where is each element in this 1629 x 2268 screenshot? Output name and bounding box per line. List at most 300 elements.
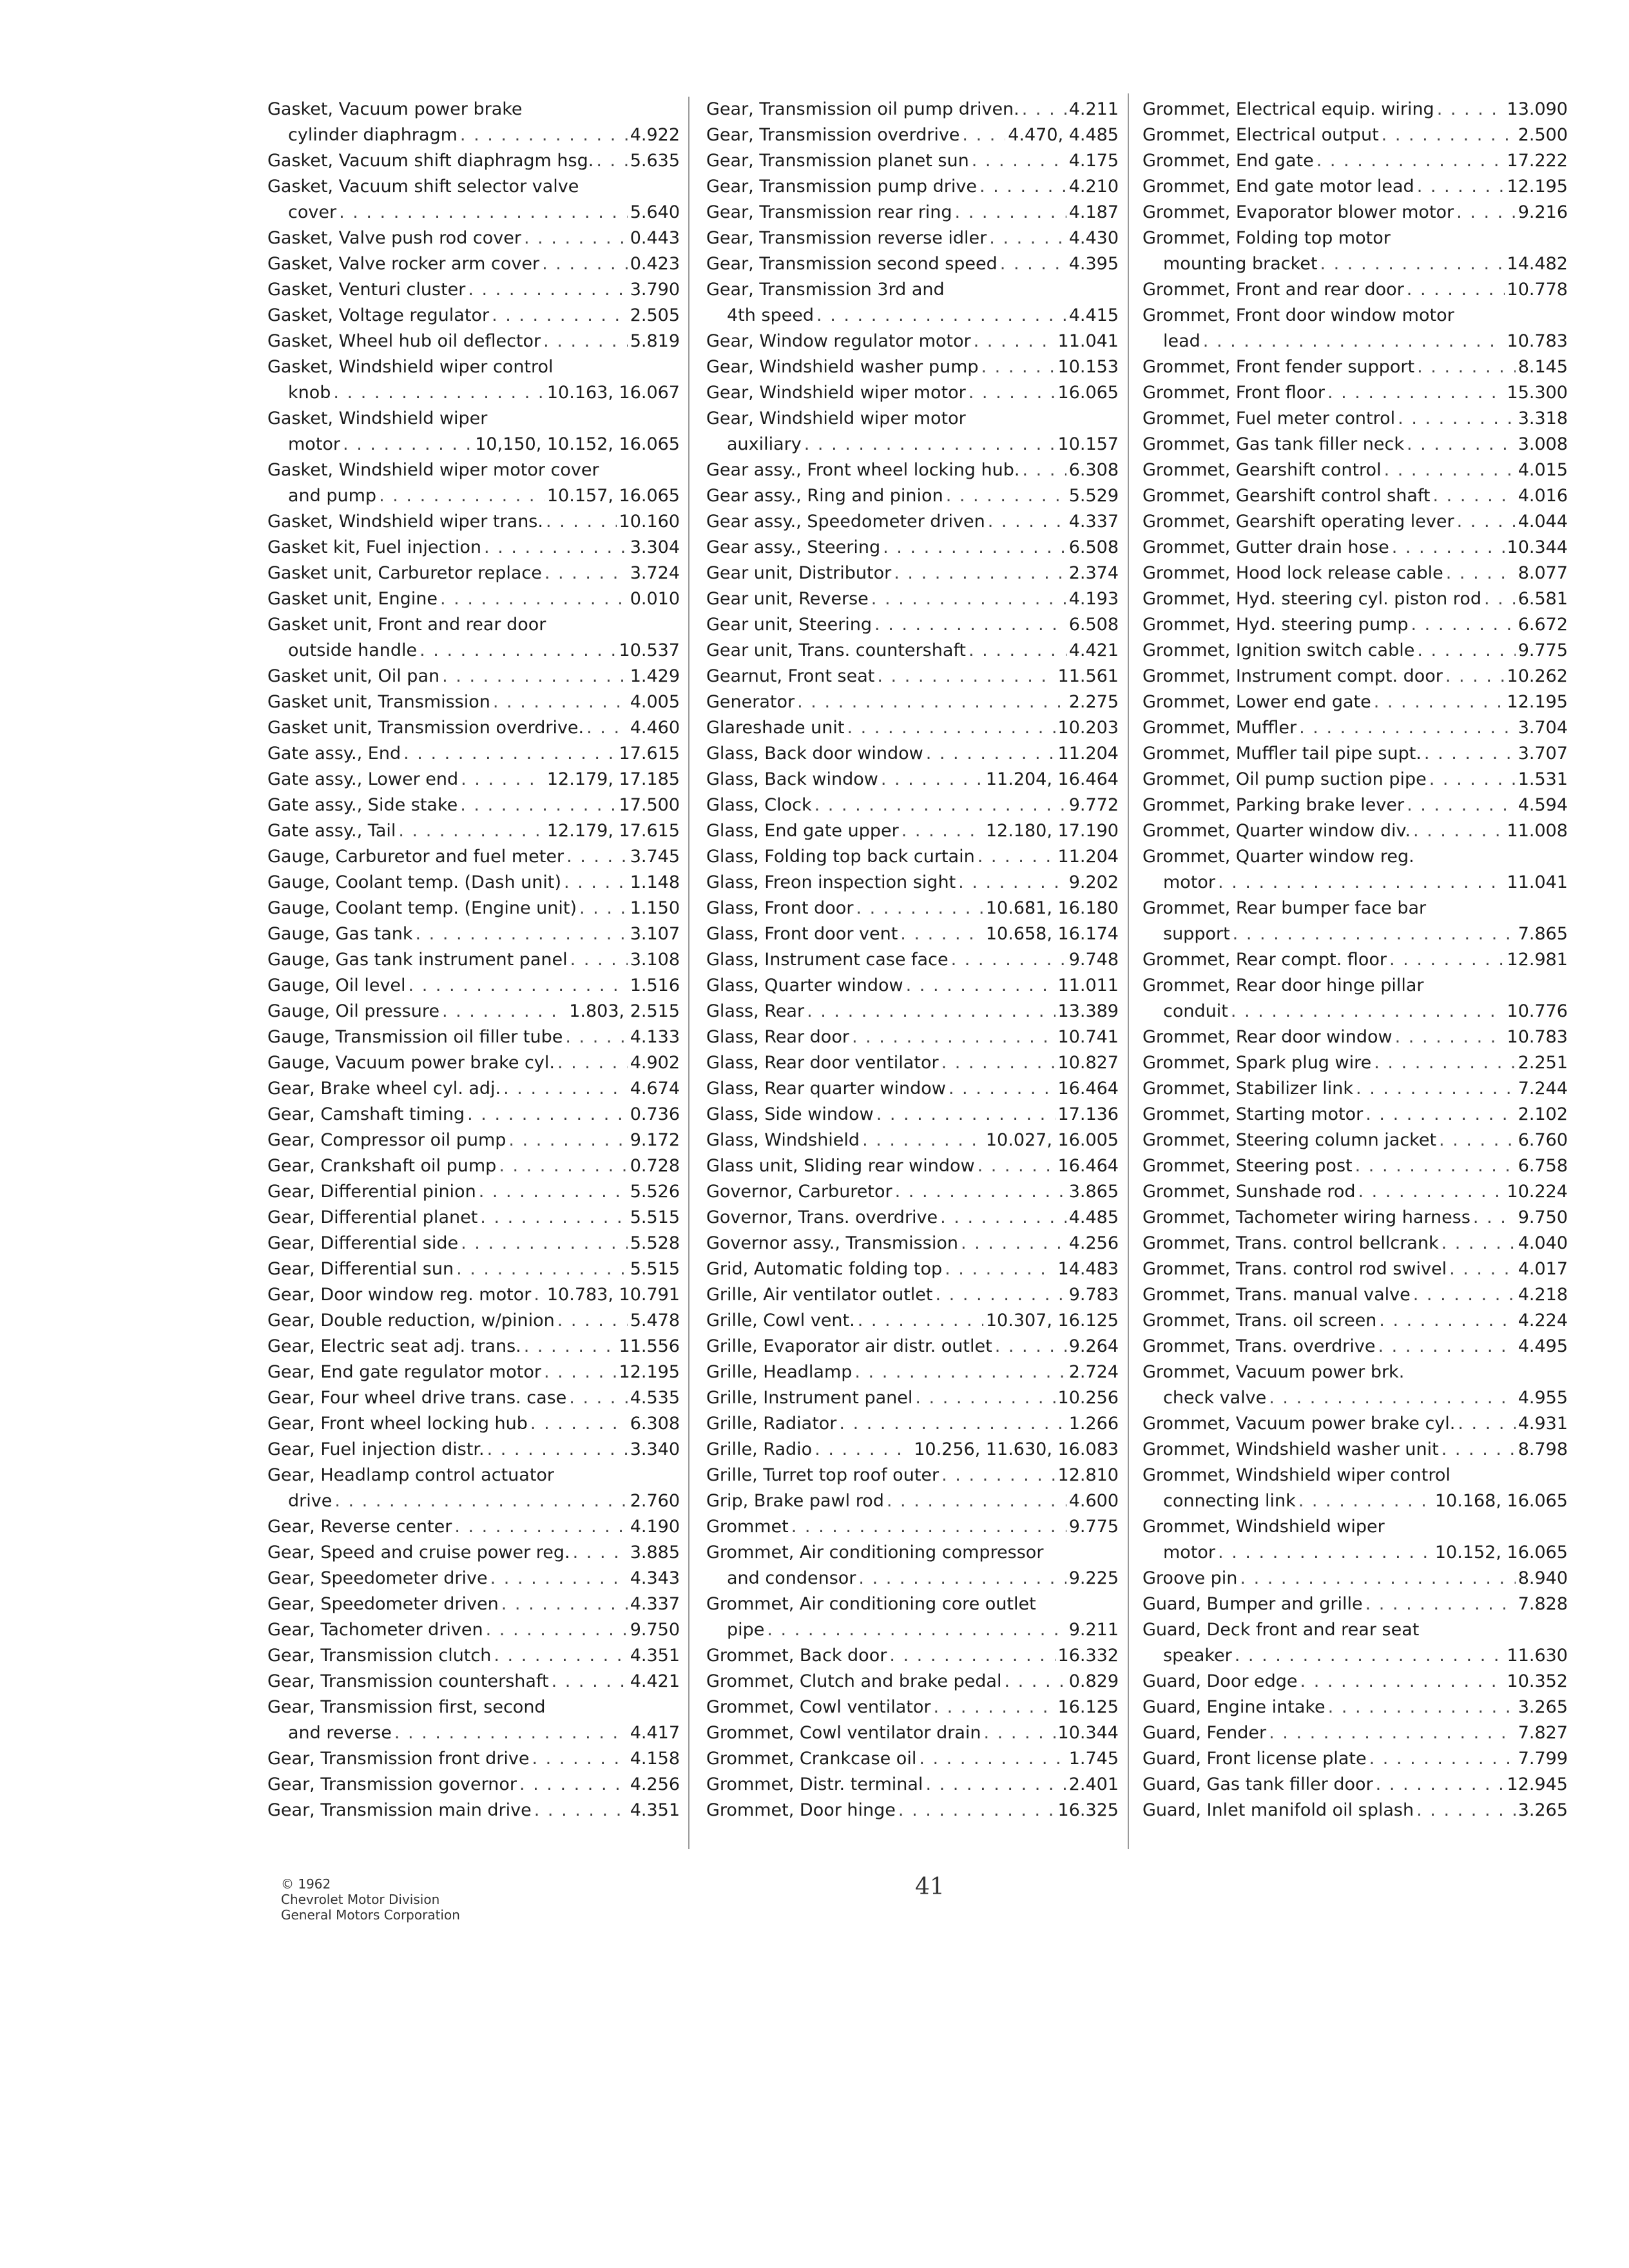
dot-leader: [915, 1385, 1055, 1411]
index-entry-line: [1142, 1463, 1568, 1488]
index-entry: [706, 1308, 1119, 1334]
index-entry: [267, 1695, 680, 1746]
index-entry-label: Gear, Transmission main drive: [267, 1800, 532, 1820]
dot-leader: [566, 844, 628, 870]
index-entry-continuation-text: connecting link: [1163, 1491, 1296, 1511]
index-entry-line: [1142, 689, 1568, 715]
dot-leader: [1000, 251, 1066, 277]
dot-leader: [887, 1488, 1066, 1514]
index-entry-label: Gauge, Gas tank instrument panel: [267, 950, 568, 970]
index-entry-reference: 11.630: [1507, 1646, 1568, 1666]
index-entry: [706, 1772, 1119, 1798]
index-entry-continuation-text: support: [1163, 924, 1230, 944]
dot-leader: [508, 1128, 627, 1153]
index-entry-reference: 4.224: [1518, 1311, 1568, 1331]
index-entry-reference: 4.922: [630, 125, 680, 145]
index-entry-line: [1142, 1360, 1568, 1385]
index-entry: [1142, 689, 1568, 715]
index-entry-line: [706, 844, 1119, 870]
dot-leader: [969, 638, 1066, 664]
index-entry: [267, 1050, 680, 1076]
index-entry-line: [267, 457, 680, 483]
dot-leader: [499, 1153, 627, 1179]
index-entry: [706, 844, 1119, 870]
index-entry-continuation: [706, 1566, 1119, 1591]
index-entry-line: [706, 947, 1119, 973]
index-entry-label: Grommet, Air conditioning core outlet: [706, 1594, 1036, 1614]
index-entry-label: Grommet, Trans. manual valve: [1142, 1285, 1411, 1305]
index-entry-line: [267, 1798, 680, 1823]
index-entry-label: Grommet, Clutch and brake pedal: [706, 1671, 1002, 1691]
index-entry-reference: 17.222: [1507, 151, 1568, 171]
index-entry-line: [706, 1360, 1119, 1385]
index-entry: [706, 1153, 1119, 1179]
index-entry-label: Glass, Rear: [706, 1001, 805, 1021]
dot-leader: [1429, 767, 1516, 793]
index-entry: [706, 1488, 1119, 1514]
index-entry-label: Grommet, Hyd. steering cyl. piston rod: [1142, 589, 1481, 609]
index-entry-reference: 3.107: [630, 924, 680, 944]
dot-leader: [946, 483, 1066, 509]
index-entry: [706, 1050, 1119, 1076]
index-entry-line: [1142, 767, 1568, 793]
index-entry-reference: 14.482: [1507, 254, 1568, 274]
index-entry-reference: 10.352: [1507, 1671, 1568, 1691]
index-entry-line: [706, 1334, 1119, 1360]
index-entry-line: [267, 1514, 680, 1540]
index-entry: [706, 1540, 1119, 1591]
index-entry-label: Gear assy., Front wheel locking hub.: [706, 460, 1020, 480]
index-entry-label: Gear unit, Distributor: [706, 563, 892, 583]
index-entry-line: [706, 406, 1119, 432]
index-entry: [267, 1437, 680, 1463]
dot-leader: [586, 715, 628, 741]
index-entry-label: Gear, Fuel injection distr.: [267, 1439, 485, 1459]
dot-leader: [1203, 329, 1505, 354]
index-entry-line: [267, 1591, 680, 1617]
index-entry: [267, 1360, 680, 1385]
index-entry-label: Gasket, Venturi cluster: [267, 280, 466, 300]
dot-leader: [1413, 1282, 1516, 1308]
index-entry-line: [706, 1308, 1119, 1334]
index-entry-line: [706, 1463, 1119, 1488]
index-entry-line: [706, 1669, 1119, 1695]
index-entry-label: Glass, Back door window: [706, 744, 923, 764]
index-entry-line: [706, 1050, 1119, 1076]
index-entry-continuation-text: motor: [1163, 872, 1216, 892]
index-entry-line: [267, 999, 680, 1024]
index-entry: [706, 973, 1119, 999]
dot-leader: [791, 1514, 1066, 1540]
index-entry-continuation: [1142, 870, 1568, 896]
index-entry: [1142, 612, 1568, 638]
index-entry-label: Gear, Headlamp control actuator: [267, 1465, 555, 1485]
index-entry-label: Governor, Trans. overdrive: [706, 1207, 938, 1227]
index-entry-reference: 4.600: [1068, 1491, 1119, 1511]
index-entry-label: Gasket, Valve push rod cover: [267, 228, 521, 248]
dot-leader: [815, 1437, 911, 1463]
index-entry: [706, 1695, 1119, 1720]
index-entry-label: Glareshade unit: [706, 718, 845, 738]
index-entry: [706, 148, 1119, 174]
dot-leader: [440, 586, 628, 612]
index-entry-line: [706, 741, 1119, 767]
index-entry-label: Grommet, Sunshade rod: [1142, 1182, 1356, 1202]
index-entry: [1142, 406, 1568, 432]
index-entry: [706, 896, 1119, 921]
index-entry-line: [706, 1591, 1119, 1617]
dot-leader: [334, 1488, 627, 1514]
index-entry-line: [706, 715, 1119, 741]
dot-leader: [1398, 406, 1516, 432]
index-entry-label: Grommet, Cowl ventilator: [706, 1697, 931, 1717]
index-entry: [267, 1669, 680, 1695]
index-entry-line: [1142, 1772, 1568, 1798]
index-entry-line: [267, 97, 680, 122]
index-entry-reference: 4.955: [1518, 1388, 1568, 1408]
index-entry-label: Grommet, Front door window motor: [1142, 305, 1454, 325]
index-entry-continuation-text: cover: [288, 202, 337, 222]
index-entry-reference: 1.148: [630, 872, 680, 892]
index-entry-reference: 4.470, 4.485: [1008, 125, 1119, 145]
dot-leader: [333, 380, 544, 406]
index-entry-label: Gauge, Vacuum power brake cyl.: [267, 1053, 555, 1073]
index-entry-continuation-text: speaker: [1163, 1646, 1232, 1666]
index-entry: [706, 1231, 1119, 1256]
index-entry-line: [706, 1540, 1119, 1566]
index-entry-line: [706, 1256, 1119, 1282]
index-entry: [706, 612, 1119, 638]
dot-leader: [460, 122, 628, 148]
index-entry-label: Gear, Front wheel locking hub: [267, 1414, 528, 1434]
index-entry-line: [267, 1102, 680, 1128]
index-entry-line: [706, 148, 1119, 174]
dot-leader: [1374, 1050, 1515, 1076]
index-entry-reference: 10.163, 16.067: [546, 383, 680, 403]
index-entry: [1142, 354, 1568, 380]
index-entry-continuation-text: lead: [1163, 331, 1200, 351]
dot-leader: [919, 1746, 1066, 1772]
index-entry-reference: 10.537: [619, 640, 680, 660]
index-entry-continuation: [1142, 999, 1568, 1024]
index-entry-reference: 9.172: [630, 1130, 680, 1150]
index-entry-label: Gear, Speed and cruise power reg.: [267, 1542, 570, 1562]
index-entry-label: Grille, Cowl vent.: [706, 1311, 855, 1331]
dot-leader: [925, 1772, 1066, 1798]
dot-leader: [797, 689, 1066, 715]
index-entry-reference: 10.256, 11.630, 16.083: [914, 1439, 1119, 1459]
index-entry-line: [267, 1282, 680, 1308]
index-entry-label: Grommet, Parking brake lever: [1142, 795, 1405, 815]
dot-leader: [460, 793, 616, 818]
index-entry-line: [1142, 1720, 1568, 1746]
index-entry: [267, 1643, 680, 1669]
index-entry-label: Grommet, Rear bumper face bar: [1142, 898, 1427, 918]
dot-leader: [534, 1798, 628, 1823]
index-entry-label: Grommet, Vacuum power brake cyl.: [1142, 1414, 1456, 1434]
dot-leader: [403, 741, 616, 767]
index-entry: [1142, 1050, 1568, 1076]
index-entry: [1142, 226, 1568, 277]
index-entry-line: [1142, 1128, 1568, 1153]
index-entry-label: Grommet, Evaporator blower motor: [1142, 202, 1454, 222]
index-entry: [267, 1617, 680, 1643]
index-entry-line: [267, 921, 680, 947]
index-entry: [706, 638, 1119, 664]
dot-leader: [1382, 122, 1516, 148]
index-entry-label: Grommet, Front and rear door: [1142, 280, 1404, 300]
index-entry-reference: 10.152, 16.065: [1434, 1542, 1568, 1562]
dot-leader: [1439, 1128, 1516, 1153]
index-entry: [267, 921, 680, 947]
index-entry: [706, 406, 1119, 457]
index-entry-label: Gear, Transmission 3rd and: [706, 280, 945, 300]
dot-leader: [1437, 97, 1505, 122]
index-entry-reference: 4.005: [630, 692, 680, 712]
dot-leader: [546, 509, 617, 535]
index-entry-reference: 10.027, 16.005: [985, 1130, 1119, 1150]
index-entry-continuation-text: drive: [288, 1491, 333, 1511]
index-entry-reference: 0.010: [630, 589, 680, 609]
index-entry: [267, 793, 680, 818]
index-entry-line: [1142, 1798, 1568, 1823]
index-entry-line: [1142, 535, 1568, 561]
dot-leader: [398, 818, 544, 844]
dot-leader: [490, 1566, 628, 1591]
index-entry-reference: 11.008: [1507, 821, 1568, 841]
index-entry-line: [267, 1385, 680, 1411]
dot-leader: [1417, 174, 1505, 200]
index-entry-label: Gear, Electric seat adj. trans.: [267, 1336, 521, 1356]
dot-leader: [1365, 1102, 1515, 1128]
index-entry-label: Grommet, Vacuum power brk.: [1142, 1362, 1405, 1382]
index-entry-line: [1142, 793, 1568, 818]
index-entry-label: Gear, Windshield washer pump: [706, 357, 979, 377]
index-entry-line: [267, 973, 680, 999]
index-entry: [1142, 1334, 1568, 1360]
index-entry-line: [267, 844, 680, 870]
index-entry-reference: 10.783, 10.791: [546, 1285, 680, 1305]
index-entry-continuation: [1142, 921, 1568, 947]
index-entry-label: Gear, Door window reg. motor: [267, 1285, 532, 1305]
dot-leader: [534, 1282, 545, 1308]
index-entry-label: Gear, Crankshaft oil pump: [267, 1156, 497, 1176]
index-entry-reference: 5.528: [630, 1233, 680, 1253]
index-entry-label: Grid, Automatic folding top: [706, 1259, 943, 1279]
index-entry-line: [267, 767, 680, 793]
index-entry: [706, 509, 1119, 535]
dot-leader: [570, 947, 628, 973]
index-entry: [706, 1024, 1119, 1050]
dot-leader: [995, 1334, 1066, 1360]
index-entry-continuation-text: auxiliary: [727, 434, 802, 454]
index-entry-reference: 4.931: [1518, 1414, 1568, 1434]
dot-leader: [557, 1050, 628, 1076]
index-entry-reference: 10.827: [1057, 1053, 1119, 1073]
dot-leader: [1374, 689, 1505, 715]
index-entry: [1142, 457, 1568, 483]
index-entry: [267, 1128, 680, 1153]
index-entry: [706, 122, 1119, 148]
index-entry-label: Grommet, Starting motor: [1142, 1104, 1364, 1124]
dot-leader: [1407, 793, 1516, 818]
index-entry-label: Grommet, Gearshift control shaft: [1142, 486, 1431, 506]
dot-leader: [1413, 818, 1505, 844]
index-entry: [267, 999, 680, 1024]
dot-leader: [1378, 1334, 1516, 1360]
index-entry-label: Grommet, Gearshift operating lever: [1142, 512, 1454, 532]
index-entry-line: [267, 1669, 680, 1695]
index-entry-reference: 1.745: [1068, 1749, 1119, 1769]
index-entry: [1142, 1798, 1568, 1823]
index-entry: [1142, 1128, 1568, 1153]
dot-leader: [941, 1463, 1055, 1488]
index-entry-label: Gasket kit, Fuel injection: [267, 537, 482, 557]
index-entry: [1142, 1179, 1568, 1205]
index-entry: [1142, 1024, 1568, 1050]
index-entry-reference: 9.748: [1068, 950, 1119, 970]
index-entry-line: [706, 870, 1119, 896]
index-entry: [706, 1669, 1119, 1695]
copyright-footer: [281, 1876, 460, 1923]
index-entry-label: Glass, Windshield: [706, 1130, 860, 1150]
index-entry: [706, 1411, 1119, 1437]
index-entry: [1142, 767, 1568, 793]
index-entry-reference: 0.423: [630, 254, 680, 274]
index-entry: [1142, 535, 1568, 561]
index-entry-label: Gasket, Windshield wiper: [267, 408, 488, 428]
index-entry-label: Gear, Differential pinion: [267, 1182, 476, 1202]
dot-leader: [839, 1411, 1066, 1437]
index-entry-reference: 12.981: [1507, 950, 1568, 970]
index-entry-label: Grille, Evaporator air distr. outlet: [706, 1336, 992, 1356]
index-entry-line: [1142, 947, 1568, 973]
index-entry-reference: 4.133: [630, 1027, 680, 1047]
index-entry: [267, 1591, 680, 1617]
dot-leader: [881, 767, 983, 793]
index-entry-label: Gear unit, Trans. countershaft: [706, 640, 966, 660]
index-entry-reference: 7.799: [1518, 1749, 1568, 1769]
index-entry-reference: 4.044: [1518, 512, 1568, 532]
index-entry-reference: 4.351: [630, 1800, 680, 1820]
index-entry-reference: 3.704: [1518, 718, 1568, 738]
index-entry-line: [706, 1385, 1119, 1411]
index-entry-reference: 2.374: [1068, 563, 1119, 583]
index-entry-reference: 10.344: [1507, 537, 1568, 557]
index-entry-reference: 3.108: [630, 950, 680, 970]
index-entry-reference: 10.658, 16.174: [985, 924, 1119, 944]
index-entry-line: [267, 329, 680, 354]
index-entry-label: Gear assy., Ring and pinion: [706, 486, 943, 506]
index-entry-label: Guard, Front license plate: [1142, 1749, 1367, 1769]
index-entry: [267, 1540, 680, 1566]
index-entry: [267, 1256, 680, 1282]
index-entry-line: [1142, 483, 1568, 509]
index-entry-reference: 10.168, 16.065: [1434, 1491, 1568, 1511]
index-entry-reference: 11.041: [1507, 872, 1568, 892]
index-entry-label: Gear, Double reduction, w/pinion: [267, 1311, 555, 1331]
index-entry-label: Grommet, Cowl ventilator drain: [706, 1723, 981, 1743]
index-entry-reference: 6.308: [1068, 460, 1119, 480]
index-entry-label: Grommet, Trans. control bellcrank: [1142, 1233, 1439, 1253]
index-entry-label: Grommet, Quarter window reg.: [1142, 847, 1414, 867]
index-entry-label: Gear, Compressor oil pump: [267, 1130, 506, 1150]
index-entry-line: [1142, 97, 1568, 122]
index-entry-label: Grommet, Door hinge: [706, 1800, 896, 1820]
index-entry-label: Gear, Speedometer drive: [267, 1568, 488, 1588]
index-entry-line: [706, 1514, 1119, 1540]
index-entry-continuation-text: pipe: [727, 1620, 765, 1640]
dot-leader: [1328, 1695, 1516, 1720]
index-entry: [267, 1231, 680, 1256]
index-entry-reference: 2.275: [1068, 692, 1119, 712]
index-entry-line: [1142, 1282, 1568, 1308]
index-entry: [1142, 1437, 1568, 1463]
index-entry-reference: 10.153: [1057, 357, 1119, 377]
index-entry-label: Gear, Speedometer driven: [267, 1594, 499, 1614]
index-entry-label: Grommet, Ignition switch cable: [1142, 640, 1415, 660]
index-entry: [706, 793, 1119, 818]
dot-leader: [767, 1617, 1066, 1643]
index-entry-label: Gear, Transmission clutch: [267, 1646, 492, 1666]
index-entry: [706, 380, 1119, 406]
index-entry-label: Glass, Instrument case face: [706, 950, 949, 970]
dot-leader: [565, 1024, 627, 1050]
index-entry-reference: 13.389: [1057, 1001, 1119, 1021]
index-entry-label: Glass, Back window: [706, 769, 878, 789]
dot-leader: [1446, 561, 1516, 586]
index-entry-line: [706, 793, 1119, 818]
dot-leader: [454, 1514, 627, 1540]
index-entry-continuation: [706, 432, 1119, 457]
index-entry-label: Gear, Transmission countershaft: [267, 1671, 549, 1691]
index-entry: [267, 1153, 680, 1179]
index-entry: [267, 1411, 680, 1437]
index-entry: [267, 354, 680, 406]
dot-leader: [979, 174, 1066, 200]
dot-leader: [816, 303, 1066, 329]
dot-leader: [1484, 586, 1516, 612]
dot-leader: [1298, 1488, 1432, 1514]
index-entry-reference: 11.011: [1057, 975, 1119, 995]
index-entry-line: [706, 277, 1119, 303]
index-entry-reference: 4.495: [1518, 1336, 1568, 1356]
index-entry-label: Grommet, Lower end gate: [1142, 692, 1371, 712]
index-entry-reference: 10.262: [1507, 666, 1568, 686]
dot-leader: [961, 1231, 1066, 1256]
index-entry: [1142, 586, 1568, 612]
index-entry: [1142, 561, 1568, 586]
index-entry-reference: 5.529: [1068, 486, 1119, 506]
index-entry-reference: 12.180, 17.190: [985, 821, 1119, 841]
index-entry-line: [706, 586, 1119, 612]
index-entry-label: Gear, Transmission front drive: [267, 1749, 530, 1769]
dot-leader: [951, 947, 1066, 973]
index-entry: [267, 1024, 680, 1050]
dot-leader: [486, 1617, 628, 1643]
index-entry-continuation-text: check valve: [1163, 1388, 1267, 1408]
index-entry-reference: 0.443: [630, 228, 680, 248]
index-entry-label: Grommet, Trans. overdrive: [1142, 1336, 1376, 1356]
index-entry: [706, 200, 1119, 226]
index-entry-line: [706, 921, 1119, 947]
index-entry: [706, 818, 1119, 844]
index-entry: [1142, 148, 1568, 174]
index-entry: [706, 767, 1119, 793]
index-entry-label: Gear, Window regulator motor: [706, 331, 971, 351]
index-entry-reference: 2.251: [1518, 1053, 1568, 1073]
dot-leader: [949, 1076, 1055, 1102]
